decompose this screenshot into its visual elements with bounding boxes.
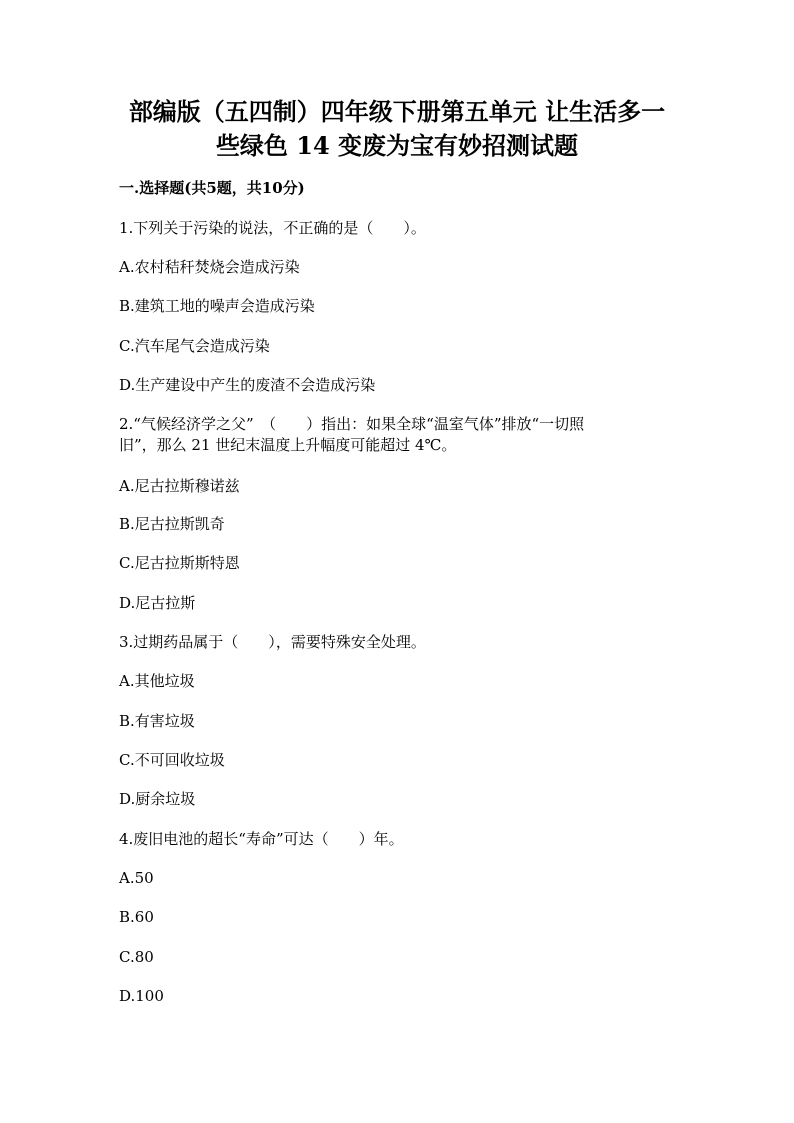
question-3-option-a: A.其他垃圾 (119, 672, 195, 690)
question-4-option-c: C.80 (119, 948, 154, 966)
question-3-stem: 3.过期药品属于（ ），需要特殊安全处理。 (119, 633, 426, 651)
question-2-option-b: B.尼古拉斯凯奇 (119, 515, 225, 533)
question-1-stem: 1.下列关于污染的说法，不正确的是（ ）。 (119, 219, 426, 237)
question-2-stem-line-1: 2.“气候经济学之父” （ ）指出：如果全球“温室气体”排放“一切照 (119, 415, 585, 433)
question-1-option-c: C.汽车尾气会造成污染 (119, 337, 270, 355)
question-4-option-a: A.50 (119, 869, 154, 887)
question-1-option-a: A.农村秸秆焚烧会造成污染 (119, 258, 300, 276)
question-2-option-d: D.尼古拉斯 (119, 594, 196, 612)
question-2-option-c: C.尼古拉斯斯特恩 (119, 554, 240, 572)
title-line-2: 些绿色 14 变废为宝有妙招测试题 (215, 131, 579, 160)
question-4-option-d: D.100 (119, 987, 164, 1005)
question-4-option-b: B.60 (119, 908, 154, 926)
question-1-option-d: D.生产建设中产生的废渣不会造成污染 (119, 376, 376, 394)
title-line-1: 部编版（五四制）四年级下册第五单元 让生活多一 (128, 97, 666, 126)
section-header: 一.选择题(共5题，共10分) (119, 179, 305, 197)
question-3-option-c: C.不可回收垃圾 (119, 751, 225, 769)
question-2-option-a: A.尼古拉斯穆诺兹 (119, 477, 240, 495)
question-2-stem-line-2: 旧”，那么 21 世纪末温度上升幅度可能超过 4℃。 (119, 436, 457, 454)
question-3-option-d: D.厨余垃圾 (119, 790, 196, 808)
question-3-option-b: B.有害垃圾 (119, 712, 195, 730)
question-4-stem: 4.废旧电池的超长“寿命”可达（ ）年。 (119, 830, 404, 848)
question-1-option-b: B.建筑工地的噪声会造成污染 (119, 297, 315, 315)
